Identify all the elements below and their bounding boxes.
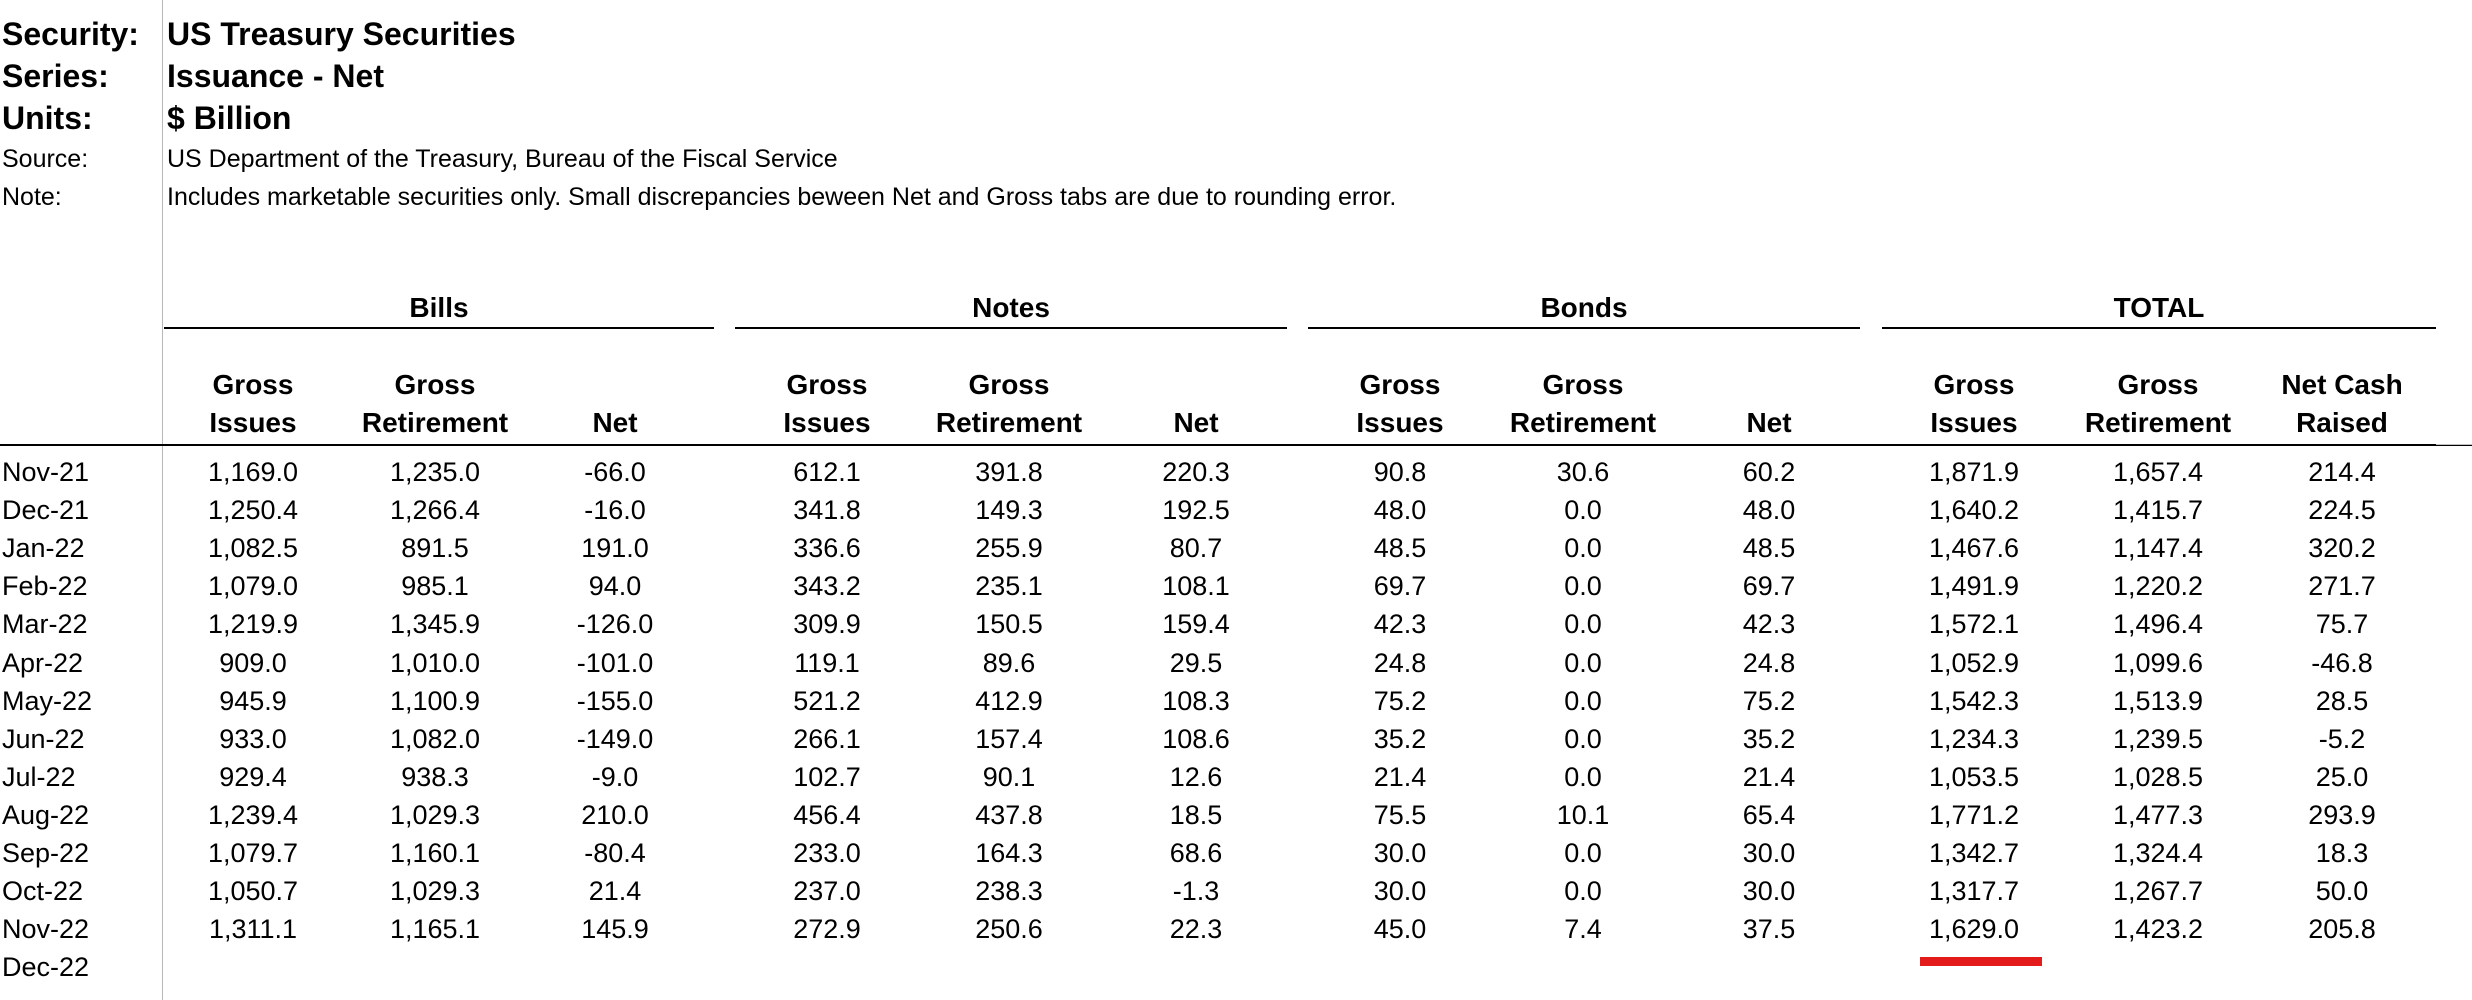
series-value: Issuance - Net	[167, 58, 384, 94]
table-cell: -9.0	[591, 762, 639, 792]
group-title-notes: Notes	[972, 292, 1050, 323]
table-cell: 1,771.2	[1928, 800, 2020, 830]
table-cell: 521.2	[793, 686, 861, 716]
table-cell: 1,871.9	[1928, 457, 2020, 487]
table-cell: 35.2	[1742, 724, 1796, 754]
table-cell: 266.1	[793, 724, 861, 754]
table-cell: 1,239.4	[207, 800, 299, 830]
column-header-line1: Net Cash	[2281, 369, 2403, 400]
table-cell: 30.6	[1556, 457, 1610, 487]
table-cell: 938.3	[401, 762, 469, 792]
series-label: Series:	[2, 58, 109, 94]
table-cell: -80.4	[584, 838, 646, 868]
table-cell: 1,079.7	[207, 838, 299, 868]
table-cell: 1,053.5	[1928, 762, 2020, 792]
table-cell: 69.7	[1742, 571, 1796, 601]
column-header	[520, 366, 710, 442]
table-cell: 1,267.7	[2112, 876, 2204, 906]
table-cell: 22.3	[1169, 914, 1223, 944]
table-cell: 60.2	[1742, 457, 1796, 487]
table-cell: 18.5	[1169, 800, 1223, 830]
table-row	[0, 948, 2472, 986]
table-cell: 1,050.7	[207, 876, 299, 906]
row-date: May-22	[2, 686, 93, 716]
table-cell: 391.8	[975, 457, 1043, 487]
column-header-line1: Gross	[394, 369, 476, 400]
table-cell: -149.0	[576, 724, 654, 754]
group-rule-bonds	[1308, 327, 1860, 329]
table-cell: 149.3	[975, 495, 1043, 525]
table-cell: 29.5	[1169, 648, 1223, 678]
column-header-line2: Issues	[209, 407, 297, 438]
table-cell: 108.1	[1162, 571, 1230, 601]
table-cell: 1,220.2	[2112, 571, 2204, 601]
table-cell: 437.8	[975, 800, 1043, 830]
table-cell: 1,657.4	[2112, 457, 2204, 487]
group-title-bills: Bills	[409, 292, 469, 323]
table-cell: 108.6	[1162, 724, 1230, 754]
table-cell: 192.5	[1162, 495, 1230, 525]
column-header	[1488, 366, 1678, 442]
table-cell: -5.2	[2318, 724, 2366, 754]
table-cell: 320.2	[2308, 533, 2376, 563]
security-value: US Treasury Securities	[167, 16, 516, 52]
table-cell: 50.0	[2315, 876, 2369, 906]
table-cell: 237.0	[793, 876, 861, 906]
table-cell: 65.4	[1742, 800, 1796, 830]
table-cell: 0.0	[1564, 686, 1602, 716]
row-date: Feb-22	[2, 571, 88, 601]
header-rule-extension	[2436, 444, 2472, 445]
table-cell: 157.4	[975, 724, 1043, 754]
table-cell: 220.3	[1162, 457, 1230, 487]
table-row	[0, 453, 2472, 491]
row-date: Nov-21	[2, 457, 90, 487]
table-cell: 21.4	[1742, 762, 1796, 792]
column-header-line2: Issues	[1930, 407, 2018, 438]
table-cell: 75.7	[2315, 609, 2369, 639]
table-cell: 25.0	[2315, 762, 2369, 792]
row-date: Apr-22	[2, 648, 84, 678]
table-cell: 69.7	[1373, 571, 1427, 601]
table-cell: 1,491.9	[1928, 571, 2020, 601]
table-cell: 42.3	[1373, 609, 1427, 639]
table-cell: 75.2	[1373, 686, 1427, 716]
table-cell: 12.6	[1169, 762, 1223, 792]
table-cell: 250.6	[975, 914, 1043, 944]
table-row	[0, 567, 2472, 605]
table-cell: 90.1	[982, 762, 1036, 792]
row-date: Sep-22	[2, 838, 90, 868]
column-header-line1	[520, 366, 710, 404]
table-cell: 30.0	[1742, 876, 1796, 906]
table-cell: 145.9	[581, 914, 649, 944]
row-date: Dec-22	[2, 952, 90, 982]
row-date: Jun-22	[2, 724, 85, 754]
units-label: Units:	[2, 100, 93, 136]
table-cell: 1,415.7	[2112, 495, 2204, 525]
table-cell: 80.7	[1169, 533, 1223, 563]
table-cell: 1,219.9	[207, 609, 299, 639]
table-cell: 0.0	[1564, 609, 1602, 639]
table-cell: 612.1	[793, 457, 861, 487]
table-cell: -101.0	[576, 648, 654, 678]
table-row	[0, 682, 2472, 720]
table-cell: 108.3	[1162, 686, 1230, 716]
column-header-line2: Raised	[2296, 407, 2388, 438]
table-cell: 18.3	[2315, 838, 2369, 868]
table-cell: 341.8	[793, 495, 861, 525]
table-cell: 1,100.9	[389, 686, 481, 716]
table-cell: 75.5	[1373, 800, 1427, 830]
table-cell: 10.1	[1556, 800, 1610, 830]
table-cell: 1,250.4	[207, 495, 299, 525]
table-cell: 985.1	[401, 571, 469, 601]
table-row	[0, 910, 2472, 948]
table-cell: 271.7	[2308, 571, 2376, 601]
table-row	[0, 834, 2472, 872]
table-cell: 214.4	[2308, 457, 2376, 487]
table-cell: 1,513.9	[2112, 686, 2204, 716]
table-cell: -66.0	[584, 457, 646, 487]
table-cell: 909.0	[219, 648, 287, 678]
table-cell: 102.7	[793, 762, 861, 792]
table-cell: 89.6	[982, 648, 1036, 678]
source-label: Source:	[2, 145, 89, 173]
table-cell: -1.3	[1172, 876, 1220, 906]
row-date: Dec-21	[2, 495, 90, 525]
row-date: Jul-22	[2, 762, 76, 792]
table-cell: 0.0	[1564, 724, 1602, 754]
header-rule	[0, 444, 2472, 446]
row-date: Nov-22	[2, 914, 90, 944]
table-cell: 191.0	[581, 533, 649, 563]
table-cell: 235.1	[975, 571, 1043, 601]
table-cell: 1,099.6	[2112, 648, 2204, 678]
table-cell: 0.0	[1564, 838, 1602, 868]
table-cell: 30.0	[1742, 838, 1796, 868]
table-cell: 0.0	[1564, 571, 1602, 601]
table-cell: 255.9	[975, 533, 1043, 563]
table-cell: 119.1	[794, 648, 860, 678]
table-cell: 24.8	[1373, 648, 1427, 678]
table-cell: 0.0	[1564, 533, 1602, 563]
table-cell: 945.9	[219, 686, 287, 716]
table-cell: 1,052.9	[1928, 648, 2020, 678]
table-cell: 30.0	[1373, 838, 1427, 868]
table-cell: 1,629.0	[1928, 914, 2020, 944]
table-cell: 1,239.5	[2112, 724, 2204, 754]
row-date: Aug-22	[2, 800, 90, 830]
table-cell: 1,496.4	[2112, 609, 2204, 639]
table-cell: 35.2	[1373, 724, 1427, 754]
table-cell: 94.0	[588, 571, 642, 601]
column-header-line2: Retirement	[1509, 407, 1657, 438]
table-cell: 7.4	[1564, 914, 1602, 944]
table-cell: 1,542.3	[1928, 686, 2020, 716]
column-header	[1879, 366, 2069, 442]
group-title-bonds: Bonds	[1540, 292, 1628, 323]
table-cell: -16.0	[584, 495, 646, 525]
table-row	[0, 529, 2472, 567]
table-cell: 150.5	[975, 609, 1043, 639]
column-header	[1305, 366, 1495, 442]
column-header-line2: Retirement	[935, 407, 1083, 438]
table-cell: 48.5	[1742, 533, 1796, 563]
source-value: US Department of the Treasury, Bureau of the Fiscal Service	[167, 145, 838, 173]
column-header	[732, 366, 922, 442]
table-cell: 1,029.3	[389, 800, 481, 830]
table-cell: 0.0	[1564, 876, 1602, 906]
note-label: Note:	[2, 183, 62, 211]
table-cell: 21.4	[588, 876, 642, 906]
table-cell: 28.5	[2315, 686, 2369, 716]
table-cell: 0.0	[1564, 648, 1602, 678]
table-cell: 233.0	[793, 838, 861, 868]
column-header-line1: Gross	[786, 369, 868, 400]
column-header	[2247, 366, 2437, 442]
group-rule-total	[1882, 327, 2436, 329]
table-cell: 456.4	[793, 800, 861, 830]
table-cell: 1,147.4	[2112, 533, 2204, 563]
table-cell: 1,029.3	[389, 876, 481, 906]
table-cell: 68.6	[1169, 838, 1223, 868]
table-cell: 90.8	[1373, 457, 1427, 487]
table-cell: 293.9	[2308, 800, 2376, 830]
table-row	[0, 720, 2472, 758]
table-cell: 30.0	[1373, 876, 1427, 906]
table-cell: 1,640.2	[1928, 495, 2020, 525]
table-cell: 343.2	[793, 571, 861, 601]
table-cell: 1,234.3	[1928, 724, 2020, 754]
column-header-line2: Issues	[783, 407, 871, 438]
table-cell: 0.0	[1564, 762, 1602, 792]
table-cell: 933.0	[219, 724, 287, 754]
table-cell: 42.3	[1742, 609, 1796, 639]
table-cell: 1,345.9	[389, 609, 481, 639]
table-cell: -155.0	[576, 686, 654, 716]
units-value: $ Billion	[167, 100, 292, 136]
row-date: Oct-22	[2, 876, 84, 906]
column-header-line2: Net	[1746, 407, 1792, 438]
table-cell: 1,079.0	[207, 571, 299, 601]
column-header-line1: Gross	[212, 369, 294, 400]
table-cell: 205.8	[2308, 914, 2376, 944]
table-cell: 1,028.5	[2112, 762, 2204, 792]
group-title-total: TOTAL	[2113, 292, 2205, 323]
column-header-line2: Net	[1173, 407, 1219, 438]
table-cell: 37.5	[1742, 914, 1796, 944]
row-date: Mar-22	[2, 609, 88, 639]
column-header-line2: Issues	[1356, 407, 1444, 438]
table-cell: 1,010.0	[389, 648, 481, 678]
table-cell: -46.8	[2311, 648, 2373, 678]
table-cell: 238.3	[975, 876, 1043, 906]
table-cell: 336.6	[793, 533, 861, 563]
table-cell: 1,342.7	[1928, 838, 2020, 868]
table-cell: 1,266.4	[389, 495, 481, 525]
table-cell: 1,235.0	[389, 457, 481, 487]
column-header-line1	[1101, 366, 1291, 404]
group-rule-bills	[164, 327, 714, 329]
table-cell: 891.5	[401, 533, 469, 563]
column-header-line1: Gross	[1542, 369, 1624, 400]
column-header-line1: Gross	[1359, 369, 1441, 400]
column-header-line2: Retirement	[361, 407, 509, 438]
table-cell: 1,082.5	[207, 533, 299, 563]
table-cell: 412.9	[975, 686, 1043, 716]
table-cell: 929.4	[219, 762, 287, 792]
table-row	[0, 605, 2472, 643]
table-row	[0, 796, 2472, 834]
table-row	[0, 644, 2472, 682]
security-label: Security:	[2, 16, 139, 52]
table-cell: 1,169.0	[207, 457, 299, 487]
column-header-line2: Retirement	[2084, 407, 2232, 438]
column-header-line2: Net	[592, 407, 638, 438]
table-cell: 1,423.2	[2112, 914, 2204, 944]
table-cell: 1,160.1	[389, 838, 481, 868]
table-cell: -126.0	[576, 609, 654, 639]
note-value: Includes marketable securities only. Small discrepancies beween Net and Gross tabs are due to rounding error.	[167, 183, 1397, 211]
table-cell: 159.4	[1162, 609, 1230, 639]
table-cell: 272.9	[793, 914, 861, 944]
table-cell: 1,082.0	[389, 724, 481, 754]
table-cell: 1,467.6	[1928, 533, 2020, 563]
table-cell: 48.0	[1742, 495, 1796, 525]
table-cell: 48.0	[1373, 495, 1427, 525]
table-cell: 1,477.3	[2112, 800, 2204, 830]
table-cell: 309.9	[793, 609, 861, 639]
column-header	[1101, 366, 1291, 442]
table-cell: 224.5	[2308, 495, 2376, 525]
table-row	[0, 872, 2472, 910]
table-cell: 45.0	[1373, 914, 1427, 944]
column-header	[158, 366, 348, 442]
highlight-underline	[1920, 957, 2042, 966]
column-header	[1674, 366, 1864, 442]
table-cell: 1,324.4	[2112, 838, 2204, 868]
table-cell: 48.5	[1373, 533, 1427, 563]
column-header	[914, 366, 1104, 442]
column-header	[340, 366, 530, 442]
table-cell: 210.0	[581, 800, 649, 830]
table-cell: 21.4	[1373, 762, 1427, 792]
column-header-line1: Gross	[968, 369, 1050, 400]
table-row	[0, 758, 2472, 796]
group-rule-notes	[735, 327, 1287, 329]
column-header-line1: Gross	[1933, 369, 2015, 400]
table-cell: 1,317.7	[1928, 876, 2020, 906]
column-header	[2063, 366, 2253, 442]
table-cell: 1,311.1	[208, 914, 298, 944]
table-cell: 0.0	[1564, 495, 1602, 525]
table-cell: 75.2	[1742, 686, 1796, 716]
column-header-line1: Gross	[2117, 369, 2199, 400]
row-date: Jan-22	[2, 533, 85, 563]
table-cell: 1,572.1	[1928, 609, 2020, 639]
table-row	[0, 491, 2472, 529]
table-cell: 24.8	[1742, 648, 1796, 678]
column-header-line1	[1674, 366, 1864, 404]
table-cell: 164.3	[975, 838, 1043, 868]
table-cell: 1,165.1	[389, 914, 481, 944]
